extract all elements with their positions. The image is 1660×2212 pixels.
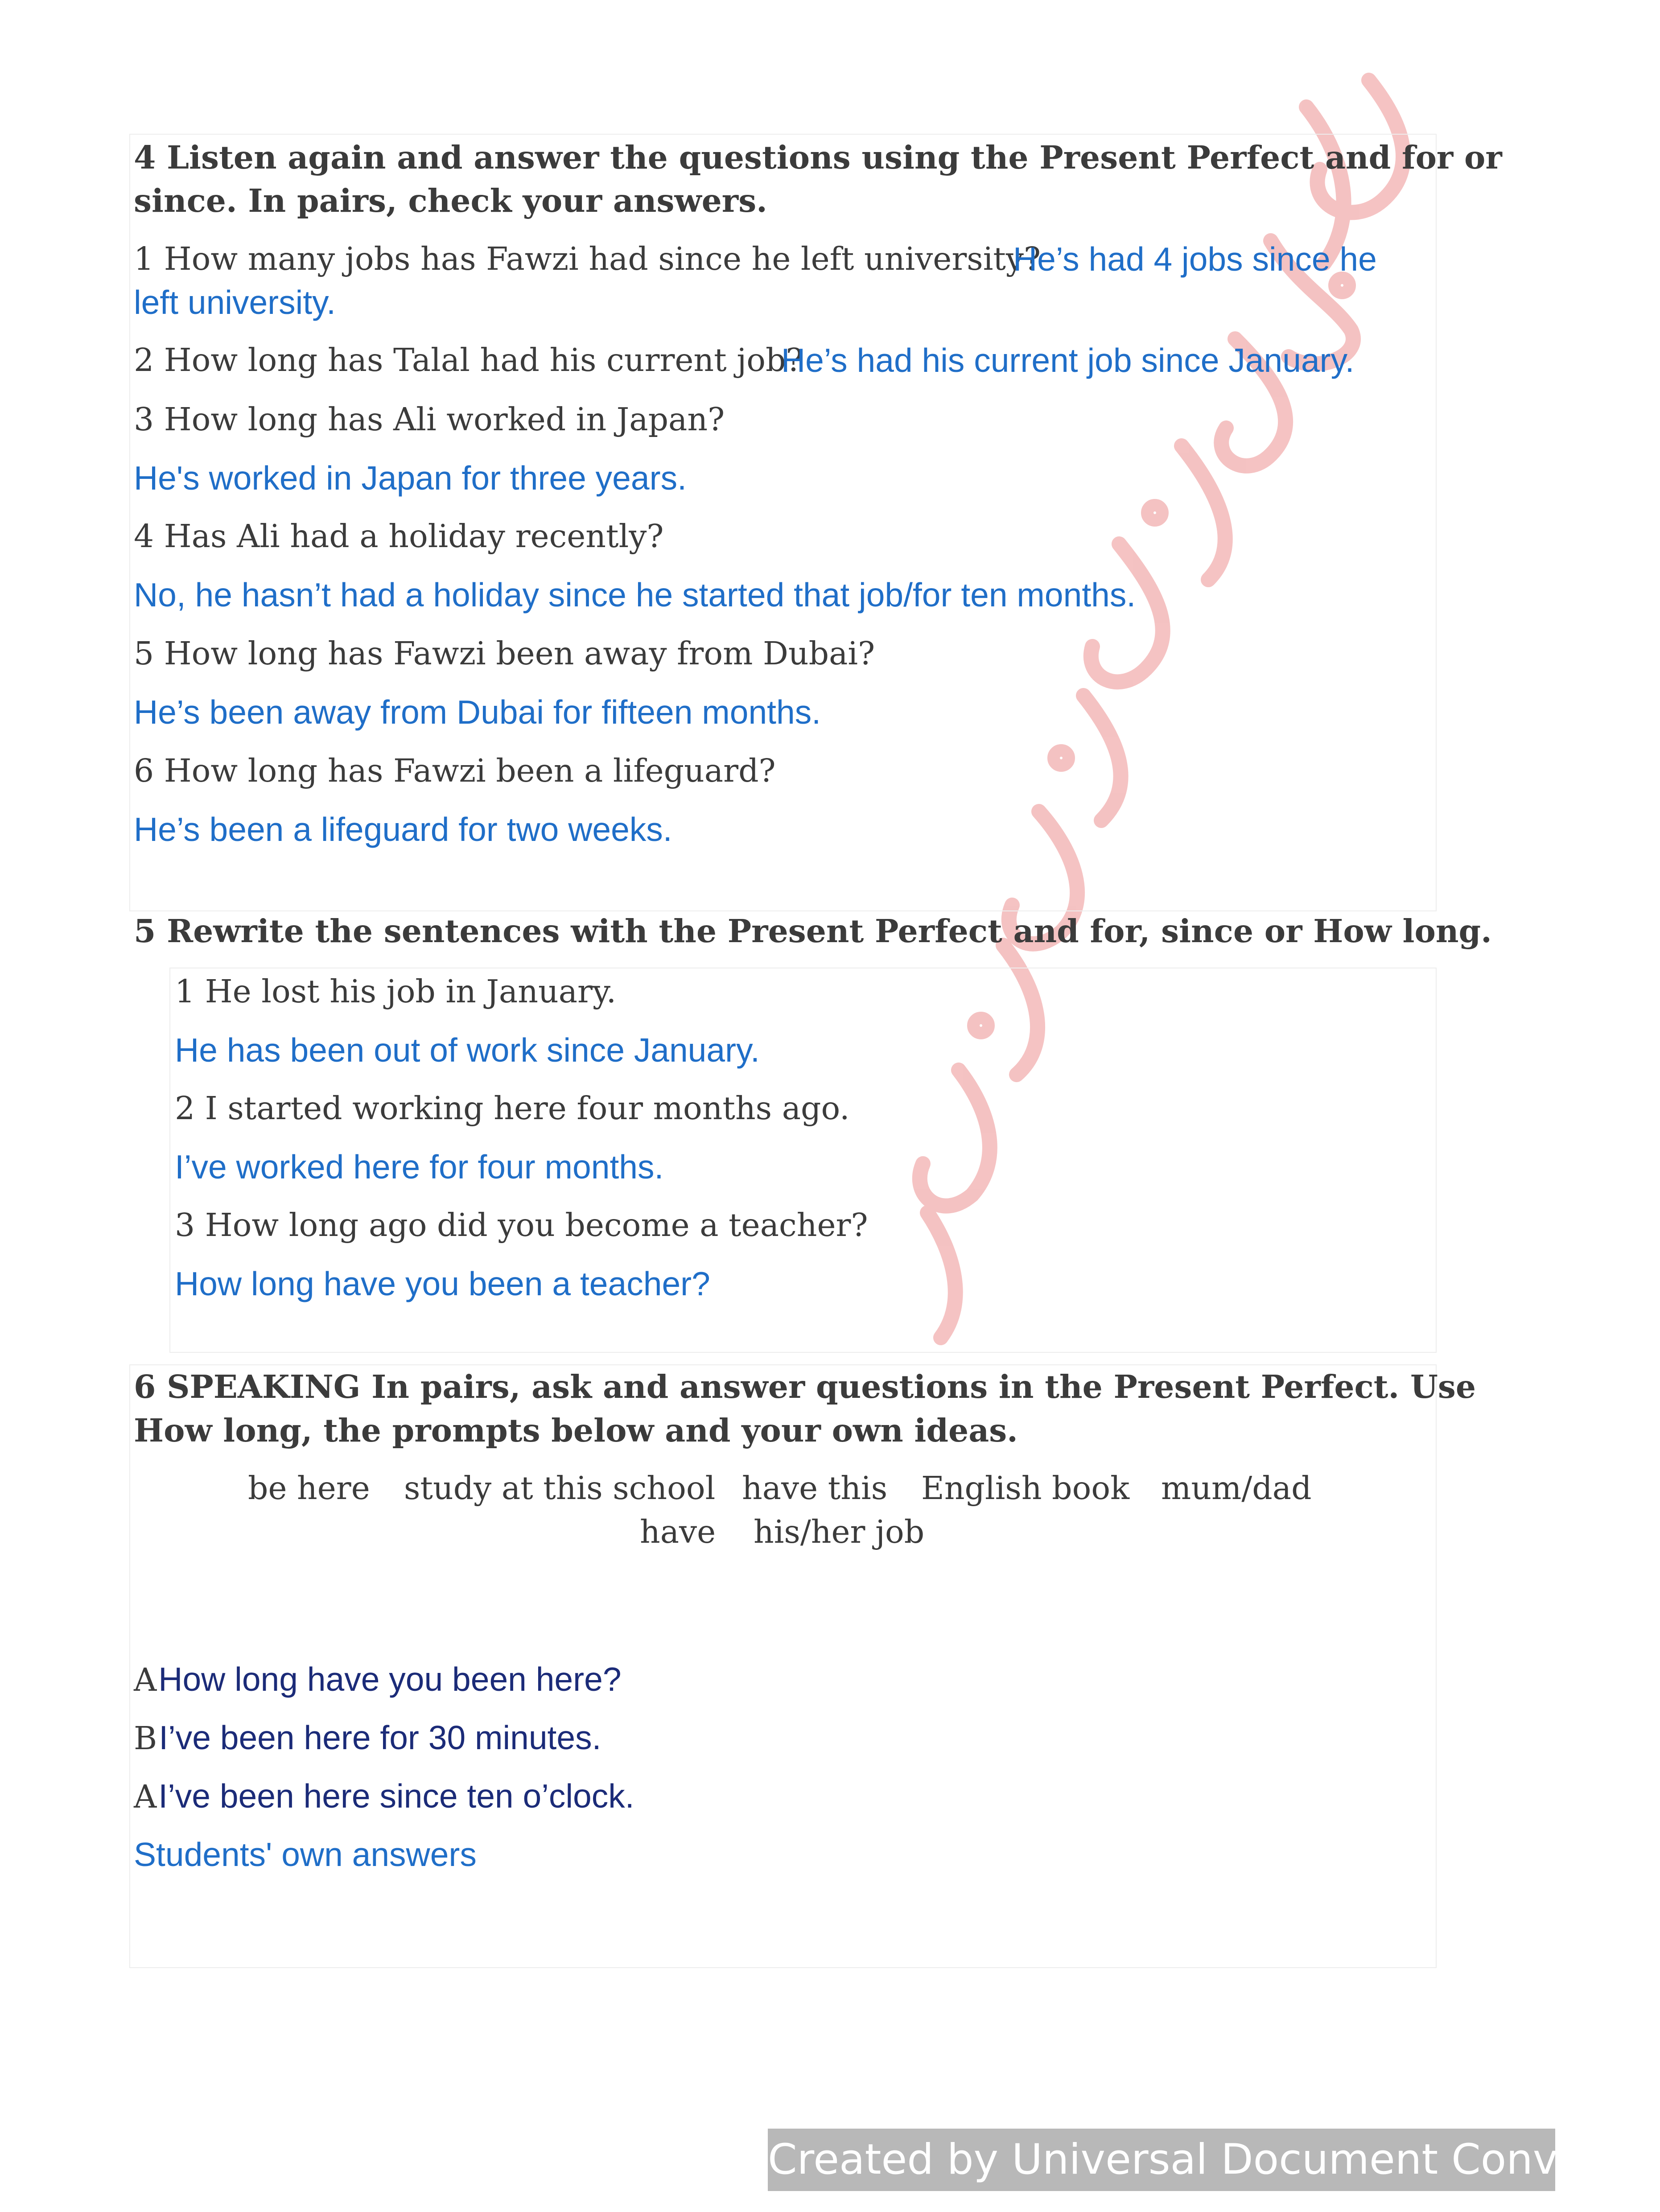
students-own-answers: Students' own answers [134,1836,477,1873]
exercise-4-question-1: 1 How many jobs has Fawzi had since he left university? [134,240,1041,277]
exercise-5-sentence-3: 3 How long ago did you become a teacher? [175,1207,868,1244]
dialogue-line-1 [134,1658,622,1701]
exercise-4-heading-line2: since. In pairs, check your answers. [134,182,767,219]
dialogue-text: I’ve been here for 30 minutes. [159,1719,601,1756]
exercise-4-answer-2: He’s had his current job since January. [781,342,1355,379]
exercise-5-sentence-1: 1 He lost his job in January. [175,973,617,1010]
exercise-6-heading-line1: 6 SPEAKING In pairs, ask and answer questions in the Present Perfect. Use [134,1368,1476,1405]
prompt-english-book: English book [921,1470,1130,1507]
exercise-4-question-5: 5 How long has Fawzi been away from Dubai? [134,635,875,672]
exercise-4-question-2: 2 How long has Talal had his current job? [134,342,803,379]
prompt-be-here: be here [248,1470,370,1507]
exercise-5-answer-1: He has been out of work since January. [175,1031,760,1069]
exercise-4-answer-6: He’s been a lifeguard for two weeks. [134,811,672,848]
dialogue-text: I’ve been here since ten o’clock. [158,1777,634,1815]
dialogue-line-2 [134,1716,601,1760]
prompt-have: have [640,1513,716,1550]
exercise-4-answer-4: No, he hasn’t had a holiday since he started that job/for ten months. [134,576,1136,614]
exercise-4-answer-1-line2: left university. [134,284,336,321]
exercise-4-answer-1-line1: He’s had 4 jobs since he [1013,240,1377,278]
exercise-4-answer-5: He’s been away from Dubai for fifteen months. [134,693,821,731]
prompt-have-this: have this [742,1470,888,1507]
exercise-4-question-4: 4 Has Ali had a holiday recently? [134,518,664,555]
prompt-his-her-job: his/her job [754,1513,925,1550]
exercise-4-question-3: 3 How long has Ali worked in Japan? [134,401,725,438]
exercise-4-question-6: 6 How long has Fawzi been a lifeguard? [134,752,776,789]
converter-footer-label: Created by Universal Document Converter [768,2129,1555,2191]
exercise-4-answer-3: He's worked in Japan for three years. [134,459,687,497]
exercise-6-heading-line2: How long, the prompts below and your own ideas. [134,1412,1018,1449]
exercise-5-heading: 5 Rewrite the sentences with the Present Perfect and for, since or How long. [134,912,1492,950]
prompt-mum-dad: mum/dad [1161,1470,1312,1507]
dialogue-speaker: A [134,1778,157,1815]
prompt-study-at-this-school: study at this school [404,1470,716,1507]
dialogue-text: How long have you been here? [158,1660,622,1698]
dialogue-speaker: B [134,1720,157,1757]
exercise-5-answer-2: I’ve worked here for four months. [175,1148,664,1186]
dialogue-speaker: A [134,1661,157,1698]
exercise-5-answer-3: How long have you been a teacher? [175,1265,710,1302]
exercise-4-heading-line1: 4 Listen again and answer the questions using the Present Perfect and for or [134,139,1502,176]
dialogue-line-3 [134,1775,634,1818]
exercise-5-sentence-2: 2 I started working here four months ago. [175,1090,850,1127]
